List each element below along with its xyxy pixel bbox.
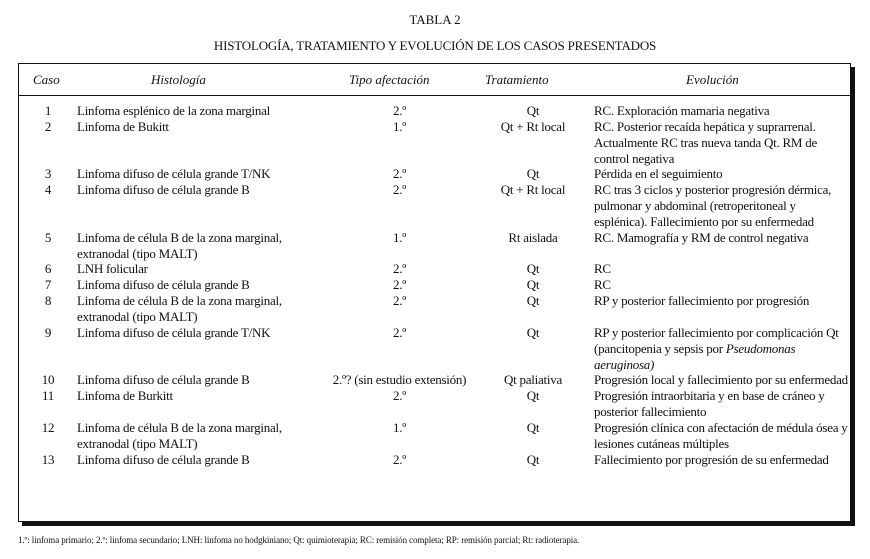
tratamiento-cell-text: Qt xyxy=(526,419,540,435)
tipo-afectacion-cell xyxy=(327,166,472,182)
evolucion-cell xyxy=(594,182,850,230)
caso-cell-text: 4 xyxy=(44,182,52,198)
evolucion-cell xyxy=(594,452,850,468)
tratamiento-cell xyxy=(472,166,594,182)
caso-cell xyxy=(19,325,77,373)
tipo-afectacion-cell xyxy=(327,452,472,468)
caso-cell xyxy=(19,119,77,167)
histologia-cell xyxy=(77,103,327,119)
evolucion-cell-text: Progresión intraorbitaria y en base de cráneo y posterior fallecimiento xyxy=(594,388,825,420)
evolucion-cell xyxy=(594,293,850,325)
histologia-cell-text: Linfoma difuso de célula grande B xyxy=(77,451,250,467)
header-caso: Caso xyxy=(33,72,60,87)
evolucion-cell xyxy=(594,261,850,277)
histologia-cell xyxy=(77,230,327,262)
tipo-afectacion-cell-text: 2.º xyxy=(392,182,407,198)
histologia-cell-text: Linfoma de célula B de la zona marginal, extranodal (tipo MALT) xyxy=(77,229,282,261)
tratamiento-cell-text: Qt xyxy=(526,103,540,118)
table-row xyxy=(19,325,850,373)
table-row xyxy=(19,103,850,119)
evolucion-cell-text: Progresión clínica con afectación de médula ósea y lesiones cutáneas múltiples xyxy=(594,419,848,451)
caso-cell xyxy=(19,261,77,277)
caso-cell xyxy=(19,230,77,262)
table-row xyxy=(19,452,850,468)
evolucion-cell xyxy=(594,388,850,420)
caso-cell-text: 10 xyxy=(41,372,55,388)
header-histologia: Histología xyxy=(151,72,206,87)
tipo-afectacion-cell xyxy=(327,293,472,325)
tipo-afectacion-cell xyxy=(327,388,472,420)
histologia-cell xyxy=(77,420,327,452)
tratamiento-cell-text: Qt xyxy=(526,451,540,467)
tipo-afectacion-cell xyxy=(327,325,472,373)
evolucion-cell xyxy=(594,119,850,167)
evolucion-cell-text: RC. Exploración mamaria negativa xyxy=(594,103,770,118)
tipo-afectacion-cell xyxy=(327,119,472,167)
tratamiento-cell-text: Qt xyxy=(526,261,540,277)
cases-table xyxy=(19,103,850,467)
evolucion-cell xyxy=(594,230,850,262)
histologia-cell xyxy=(77,372,327,388)
tratamiento-cell xyxy=(472,119,594,167)
evolucion-cell-text: RP y posterior fallecimiento por complicación Qt (pancitopenia y sepsis por xyxy=(594,324,839,356)
tipo-afectacion-cell xyxy=(327,277,472,293)
histologia-cell-text: Linfoma esplénico de la zona marginal xyxy=(77,103,271,118)
caso-cell-text: 13 xyxy=(41,451,55,467)
tipo-afectacion-cell xyxy=(327,261,472,277)
tipo-afectacion-cell-text: 2.º xyxy=(392,103,407,118)
table-row xyxy=(19,119,850,167)
evolucion-cell xyxy=(594,103,850,119)
histologia-cell xyxy=(77,182,327,230)
evolucion-cell-text: RC xyxy=(594,261,611,277)
histologia-cell-text: Linfoma de célula B de la zona marginal, extranodal (tipo MALT) xyxy=(77,419,282,451)
table-title: TABLA 2 xyxy=(409,12,461,27)
table-row xyxy=(19,372,850,388)
table-subtitle: HISTOLOGÍA, TRATAMIENTO Y EVOLUCIÓN DE LOS CASOS PRESENTADOS xyxy=(213,38,657,53)
table-row xyxy=(19,261,850,277)
histologia-cell-text: Linfoma de célula B de la zona marginal, extranodal (tipo MALT) xyxy=(77,293,282,324)
tratamiento-cell xyxy=(472,388,594,420)
tratamiento-cell-text: Qt xyxy=(526,324,540,340)
caso-cell xyxy=(19,182,77,230)
tipo-afectacion-cell xyxy=(327,103,472,119)
caso-cell xyxy=(19,277,77,293)
caso-cell-text: 11 xyxy=(41,388,55,404)
caso-cell-text: 6 xyxy=(44,261,52,277)
caso-cell-text: 8 xyxy=(44,293,52,309)
caso-cell-text: 9 xyxy=(44,324,52,340)
caso-cell xyxy=(19,293,77,325)
evolucion-cell xyxy=(594,166,850,182)
tratamiento-cell xyxy=(472,230,594,262)
histologia-cell-text: Linfoma de Bukitt xyxy=(77,118,169,134)
evolucion-italic-text: Pseudomonas aeruginosa) xyxy=(594,340,796,372)
histologia-cell-text: Linfoma difuso de célula grande T/NK xyxy=(77,324,271,340)
tratamiento-cell xyxy=(472,325,594,373)
tratamiento-cell xyxy=(472,452,594,468)
tipo-afectacion-cell-text: 1.º xyxy=(392,229,407,245)
histologia-cell-text: Linfoma difuso de célula grande T/NK xyxy=(77,166,271,182)
tipo-afectacion-cell xyxy=(327,230,472,262)
tratamiento-cell-text: Qt xyxy=(526,388,540,404)
evolucion-cell-text: RC. Posterior recaída hepática y suprarrenal. Actualmente RC tras nueva tanda Qt. RM de control negativa xyxy=(594,118,817,166)
caso-cell xyxy=(19,372,77,388)
caso-cell-text: 2 xyxy=(44,118,52,134)
tratamiento-cell xyxy=(472,372,594,388)
table-row xyxy=(19,293,850,325)
tipo-afectacion-cell-text: 2.º? (sin estudio extensión) xyxy=(332,372,467,388)
tratamiento-cell-text: Rt aislada xyxy=(508,229,558,245)
tratamiento-cell xyxy=(472,420,594,452)
tipo-afectacion-cell xyxy=(327,182,472,230)
tratamiento-cell xyxy=(472,182,594,230)
histologia-cell xyxy=(77,277,327,293)
histologia-cell-text: Linfoma difuso de célula grande B xyxy=(77,372,250,388)
caso-cell-text: 5 xyxy=(44,229,52,245)
histologia-cell-text: Linfoma difuso de célula grande B xyxy=(77,277,250,293)
histologia-cell-text: Linfoma de Burkitt xyxy=(77,388,173,404)
caso-cell xyxy=(19,388,77,420)
tipo-afectacion-cell-text: 2.º xyxy=(392,293,407,309)
histologia-cell xyxy=(77,325,327,373)
caso-cell-text: 12 xyxy=(41,419,55,435)
tratamiento-cell-text: Qt xyxy=(526,166,540,182)
table-row xyxy=(19,277,850,293)
tratamiento-cell-text: Qt xyxy=(526,293,540,309)
table-row xyxy=(19,166,850,182)
tipo-afectacion-cell-text: 2.º xyxy=(392,388,407,404)
table-row xyxy=(19,182,850,230)
header-evolucion: Evolución xyxy=(686,72,739,87)
histologia-cell-text: Linfoma difuso de célula grande B xyxy=(77,182,250,198)
tratamiento-cell-text: Qt + Rt local xyxy=(500,182,566,198)
footnote: 1.º: linfoma primario; 2.º: linfoma secundario; LNH: linfoma no hodgkiniano; Qt: quimioterapia; RC: remisión completa; RP: remisión parcial; Rt: radioterapia. xyxy=(18,535,580,545)
evolucion-cell xyxy=(594,420,850,452)
table-box xyxy=(18,63,851,522)
tratamiento-cell xyxy=(472,103,594,119)
caso-cell-text: 7 xyxy=(44,277,52,293)
table-header xyxy=(19,64,850,96)
evolucion-cell-text: RP y posterior fallecimiento por progresión xyxy=(594,293,810,309)
table-row xyxy=(19,388,850,420)
caso-cell xyxy=(19,103,77,119)
tipo-afectacion-cell-text: 1.º xyxy=(392,419,407,435)
tipo-afectacion-cell-text: 1.º xyxy=(392,118,407,134)
histologia-cell xyxy=(77,293,327,325)
evolucion-cell-text: RC xyxy=(594,277,611,293)
tipo-afectacion-cell-text: 2.º xyxy=(392,451,407,467)
tipo-afectacion-cell xyxy=(327,420,472,452)
evolucion-cell-text: Pérdida en el seguimiento xyxy=(594,166,723,182)
evolucion-cell-text: RC. Mamografía y RM de control negativa xyxy=(594,229,809,245)
tipo-afectacion-cell xyxy=(327,372,472,388)
evolucion-cell-text: Progresión local y fallecimiento por su enfermedad xyxy=(594,372,848,388)
tratamiento-cell xyxy=(472,277,594,293)
tipo-afectacion-cell-text: 2.º xyxy=(392,324,407,340)
table-row xyxy=(19,420,850,452)
evolucion-cell-text: RC tras 3 ciclos y posterior progresión dérmica, pulmonar y abdominal (retroperitoneal y esplénica). Fallecimiento por su enfermedad xyxy=(594,182,832,229)
tratamiento-cell-text: Qt xyxy=(526,277,540,293)
header-tipo-afectacion: Tipo afectación xyxy=(349,72,430,87)
caso-cell xyxy=(19,166,77,182)
caso-cell-text: 3 xyxy=(44,166,52,182)
table-row xyxy=(19,230,850,262)
caso-cell xyxy=(19,420,77,452)
histologia-cell xyxy=(77,261,327,277)
tratamiento-cell xyxy=(472,293,594,325)
tratamiento-cell-text: Qt + Rt local xyxy=(500,118,566,134)
tipo-afectacion-cell-text: 2.º xyxy=(392,277,407,293)
tratamiento-cell-text: Qt paliativa xyxy=(503,372,562,388)
histologia-cell xyxy=(77,119,327,167)
histologia-cell xyxy=(77,166,327,182)
histologia-cell xyxy=(77,388,327,420)
evolucion-cell xyxy=(594,277,850,293)
tipo-afectacion-cell-text: 2.º xyxy=(392,166,407,182)
tipo-afectacion-cell-text: 2.º xyxy=(392,261,407,277)
caso-cell xyxy=(19,452,77,468)
header-tratamiento: Tratamiento xyxy=(485,72,549,87)
tratamiento-cell xyxy=(472,261,594,277)
histologia-cell xyxy=(77,452,327,468)
evolucion-cell xyxy=(594,325,850,373)
evolucion-cell xyxy=(594,372,850,388)
evolucion-cell-text: Fallecimiento por progresión de su enfermedad xyxy=(594,451,829,467)
histologia-cell-text: LNH folicular xyxy=(77,261,148,277)
caso-cell-text: 1 xyxy=(44,103,52,118)
